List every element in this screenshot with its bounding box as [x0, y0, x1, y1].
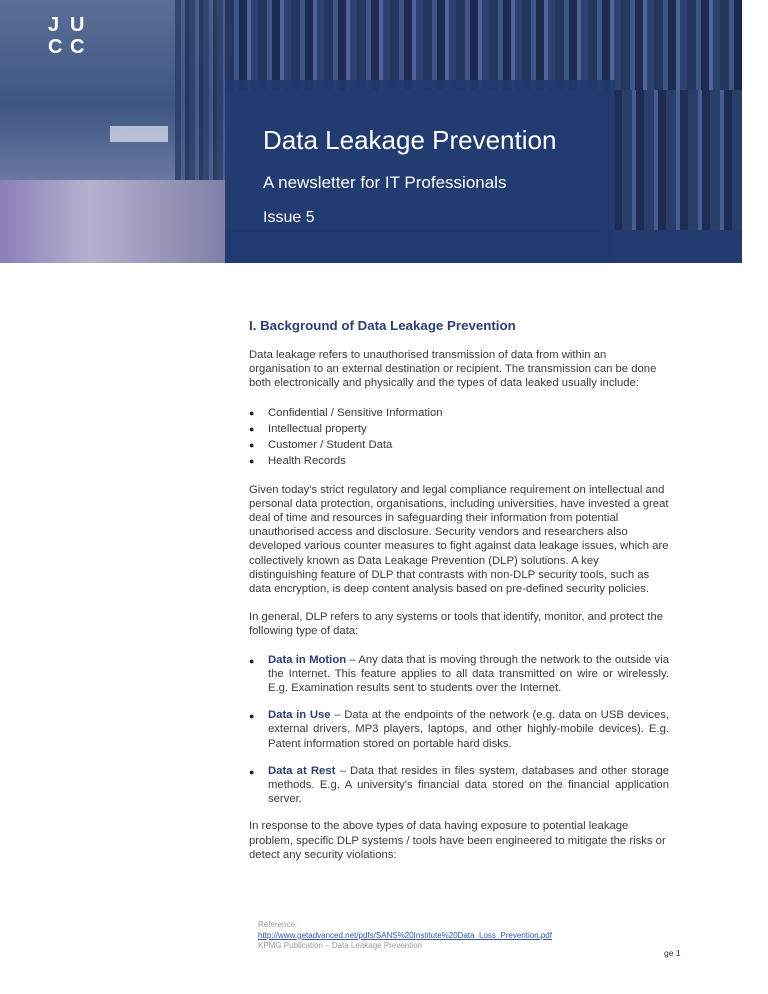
data-types-list [249, 405, 669, 469]
dlp-term: Data at Rest [268, 764, 336, 777]
page-number: ge 1 [664, 948, 681, 958]
page-footer [258, 920, 552, 952]
list-item [249, 708, 669, 751]
dlp-desc: – Data at the endpoints of the network (e.g. data on USB devices, external drivers, MP3 players, laptops, and other highly-mobile devices). E.g. Patent information stored on portable hard disks. [268, 709, 670, 750]
paragraph-compliance: Given today's strict regulatory and legal compliance requirement on intellectual and personal data protection, organisations, including universities, have invested a great deal of time and resources in safeguarding their information from potential unauthorised access and disclosure. Security vendors and researchers also developed various counter measures to fight against data leakage issues, which are collectively known as Data Leakage Prevention (DLP) solutions. A key distinguishing feature of DLP that contrasts with non-DLP security tools, such as data encryption, is deep content analysis based on pre-defined security policies. [249, 483, 669, 596]
list-item: ● Confidential / Sensitive Information [249, 405, 669, 421]
dlp-term: Data in Use [268, 709, 331, 722]
list-item: ● Customer / Student Data [249, 437, 669, 453]
header-banner [0, 0, 742, 263]
dlp-types-list [249, 653, 669, 807]
section-heading: I. Background of Data Leakage Prevention [249, 318, 516, 333]
newsletter-subtitle: A newsletter for IT Professionals [263, 173, 507, 192]
paragraph-response: In response to the above types of data having exposure to potential leakage problem, specific DLP systems / tools have been engineered to mitigate the risks or detect any security violations: [249, 820, 666, 861]
reference-label: Reference: [258, 920, 298, 929]
reference-link[interactable]: http://www.getadvanced.net/pdfs/SANS%20Institute%20Data_Loss_Prevention.pdf [258, 930, 552, 940]
list-item [249, 653, 669, 696]
bookshelf-photo-right [225, 0, 742, 90]
article-body [249, 318, 669, 876]
list-item: ● Health Records [249, 453, 669, 469]
paragraph-dlp-general: In general, DLP refers to any systems or tools that identify, monitor, and protect the following type of data: [249, 611, 664, 638]
list-item [249, 764, 669, 807]
bookshelf-photo-left [0, 0, 225, 263]
intro-paragraph: Data leakage refers to unauthorised transmission of data from within an organisation to an external destination or recipient. The transmission can be done both electronically and physically and the types of data leaked usually include: [249, 349, 657, 390]
jucc-logo: J U C C [48, 14, 85, 58]
issue-number: Issue 5 [263, 209, 315, 226]
list-item: ● Intellectual property [249, 421, 669, 437]
publication-note: KPMG Publication – Data Leakage Prevention [258, 941, 423, 950]
dlp-term: Data in Motion [268, 653, 347, 666]
newsletter-title: Data Leakage Prevention [263, 125, 557, 155]
dlp-desc: – Any data that is moving through the network to the outside via the Internet. This feature applies to all data transmitted on wire or wirelessly. E.g. Examination results sent to students over the Internet. [268, 653, 669, 695]
dlp-desc: – Data that resides in files system, databases and other storage methods. E.g. A university's financial data stored on the financial application server. [268, 764, 670, 806]
